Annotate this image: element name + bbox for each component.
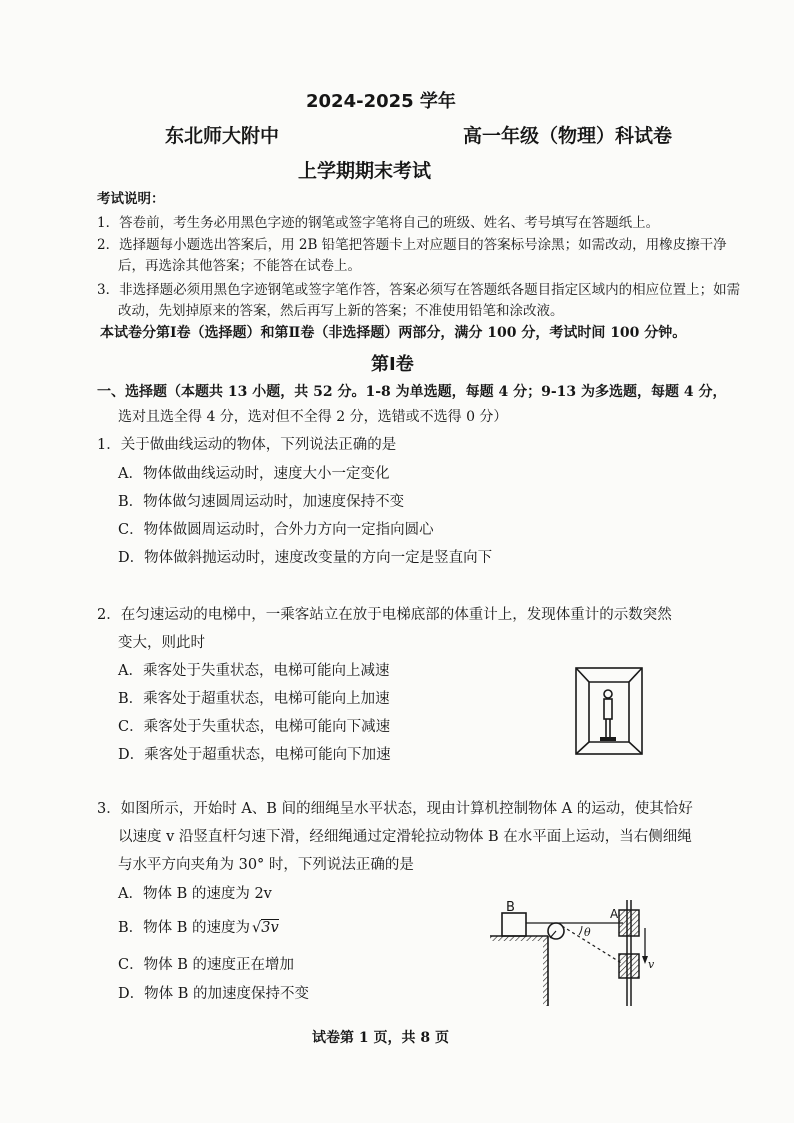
instruction-item-3-line-2: 改动，先划掉原来的答案，然后再写上新的答案；不准使用铅笔和涂改液。: [118, 303, 564, 319]
school-name: 东北师大附中: [165, 125, 280, 147]
instructions-heading: 考试说明：: [97, 191, 165, 207]
section-heading-line-2: 选对且选全得 4 分，选对但不全得 2 分，选错或不选得 0 分）: [118, 409, 508, 425]
q1-option-b: B．物体做匀速圆周运动时，加速度保持不变: [118, 494, 405, 510]
q3-stem-line-2: 以速度 v 沿竖直杆匀速下滑，经细绳通过定滑轮拉动物体 B 在水平面上运动，当右侧细绳: [118, 829, 692, 845]
q3-label-theta: θ: [584, 926, 591, 939]
q3-option-b-value: 3v: [261, 920, 279, 936]
q3-stem-line-1: 3．如图所示，开始时 A、B 间的细绳呈水平状态，现由计算机控制物体 A 的运动，使其恰好: [97, 801, 693, 817]
q3-option-b-prefix: B．物体 B 的速度为: [118, 920, 251, 936]
q1-stem: 1．关于做曲线运动的物体，下列说法正确的是: [97, 437, 397, 453]
q3-option-a: A．物体 B 的速度为 2v: [118, 886, 272, 902]
section-heading-line-1: 一、选择题（本题共 13 小题，共 52 分。1-8 为单选题，每题 4 分；9-13 为多选题，每题 4 分，: [97, 384, 727, 400]
instruction-item-1: 1．答卷前，考生务必用黑色字迹的钢笔或签字笔将自己的班级、姓名、考号填写在答题纸上。: [97, 215, 660, 231]
q3-stem-line-3: 与水平方向夹角为 30° 时，下列说法正确的是: [118, 857, 414, 873]
q2-option-a: A．乘客处于失重状态，电梯可能向上减速: [118, 663, 390, 679]
exam-name: 上学期期末考试: [298, 160, 432, 182]
exam-summary: 本试卷分第Ⅰ卷（选择题）和第Ⅱ卷（非选择题）两部分，满分 100 分，考试时间 100 分钟。: [100, 325, 687, 341]
q2-stem-line-2: 变大，则此时: [118, 635, 205, 651]
q3-label-b: B: [506, 900, 515, 915]
exam-year: 2024-2025 学年: [306, 91, 456, 112]
instruction-item-3-line-1: 3．非选择题必须用黑色字迹钢笔或签字笔作答，答案必须写在答题纸各题目指定区域内的相应位置上；如需: [97, 282, 741, 298]
pulley-figure: [490, 898, 660, 1008]
q2-option-d: D．乘客处于超重状态，电梯可能向下加速: [118, 747, 391, 763]
instruction-item-2-line-1: 2．选择题每小题选出答案后，用 2B 铅笔把答题卡上对应题目的答案标号涂黑；如需改动，用橡皮擦干净: [97, 237, 727, 253]
instruction-item-2-line-2: 后，再选涂其他答案；不能答在试卷上。: [118, 258, 361, 274]
volume-title: 第Ⅰ卷: [371, 354, 414, 375]
q3-option-d: D．物体 B 的加速度保持不变: [118, 986, 309, 1002]
q2-option-c: C．乘客处于失重状态，电梯可能向下减速: [118, 719, 391, 735]
q1-option-d: D．物体做斜抛运动时，速度改变量的方向一定是竖直向下: [118, 550, 493, 566]
elevator-figure: [570, 664, 650, 764]
q3-label-v: v: [648, 958, 655, 971]
page-footer: 试卷第 1 页，共 8 页: [312, 1030, 449, 1046]
q3-option-b: [118, 916, 279, 937]
q3-label-a: A: [610, 907, 619, 921]
q2-stem-line-1: 2．在匀速运动的电梯中，一乘客站立在放于电梯底部的体重计上，发现体重计的示数突然: [97, 607, 672, 623]
q3-sqrt-symbol: √: [252, 920, 262, 936]
subject-title: 高一年级（物理）科试卷: [463, 125, 673, 147]
q2-option-b: B．乘客处于超重状态，电梯可能向上加速: [118, 691, 390, 707]
q1-option-c: C．物体做圆周运动时，合外力方向一定指向圆心: [118, 522, 434, 538]
q1-option-a: A．物体做曲线运动时，速度大小一定变化: [118, 466, 390, 482]
q3-option-c: C．物体 B 的速度正在增加: [118, 957, 294, 973]
